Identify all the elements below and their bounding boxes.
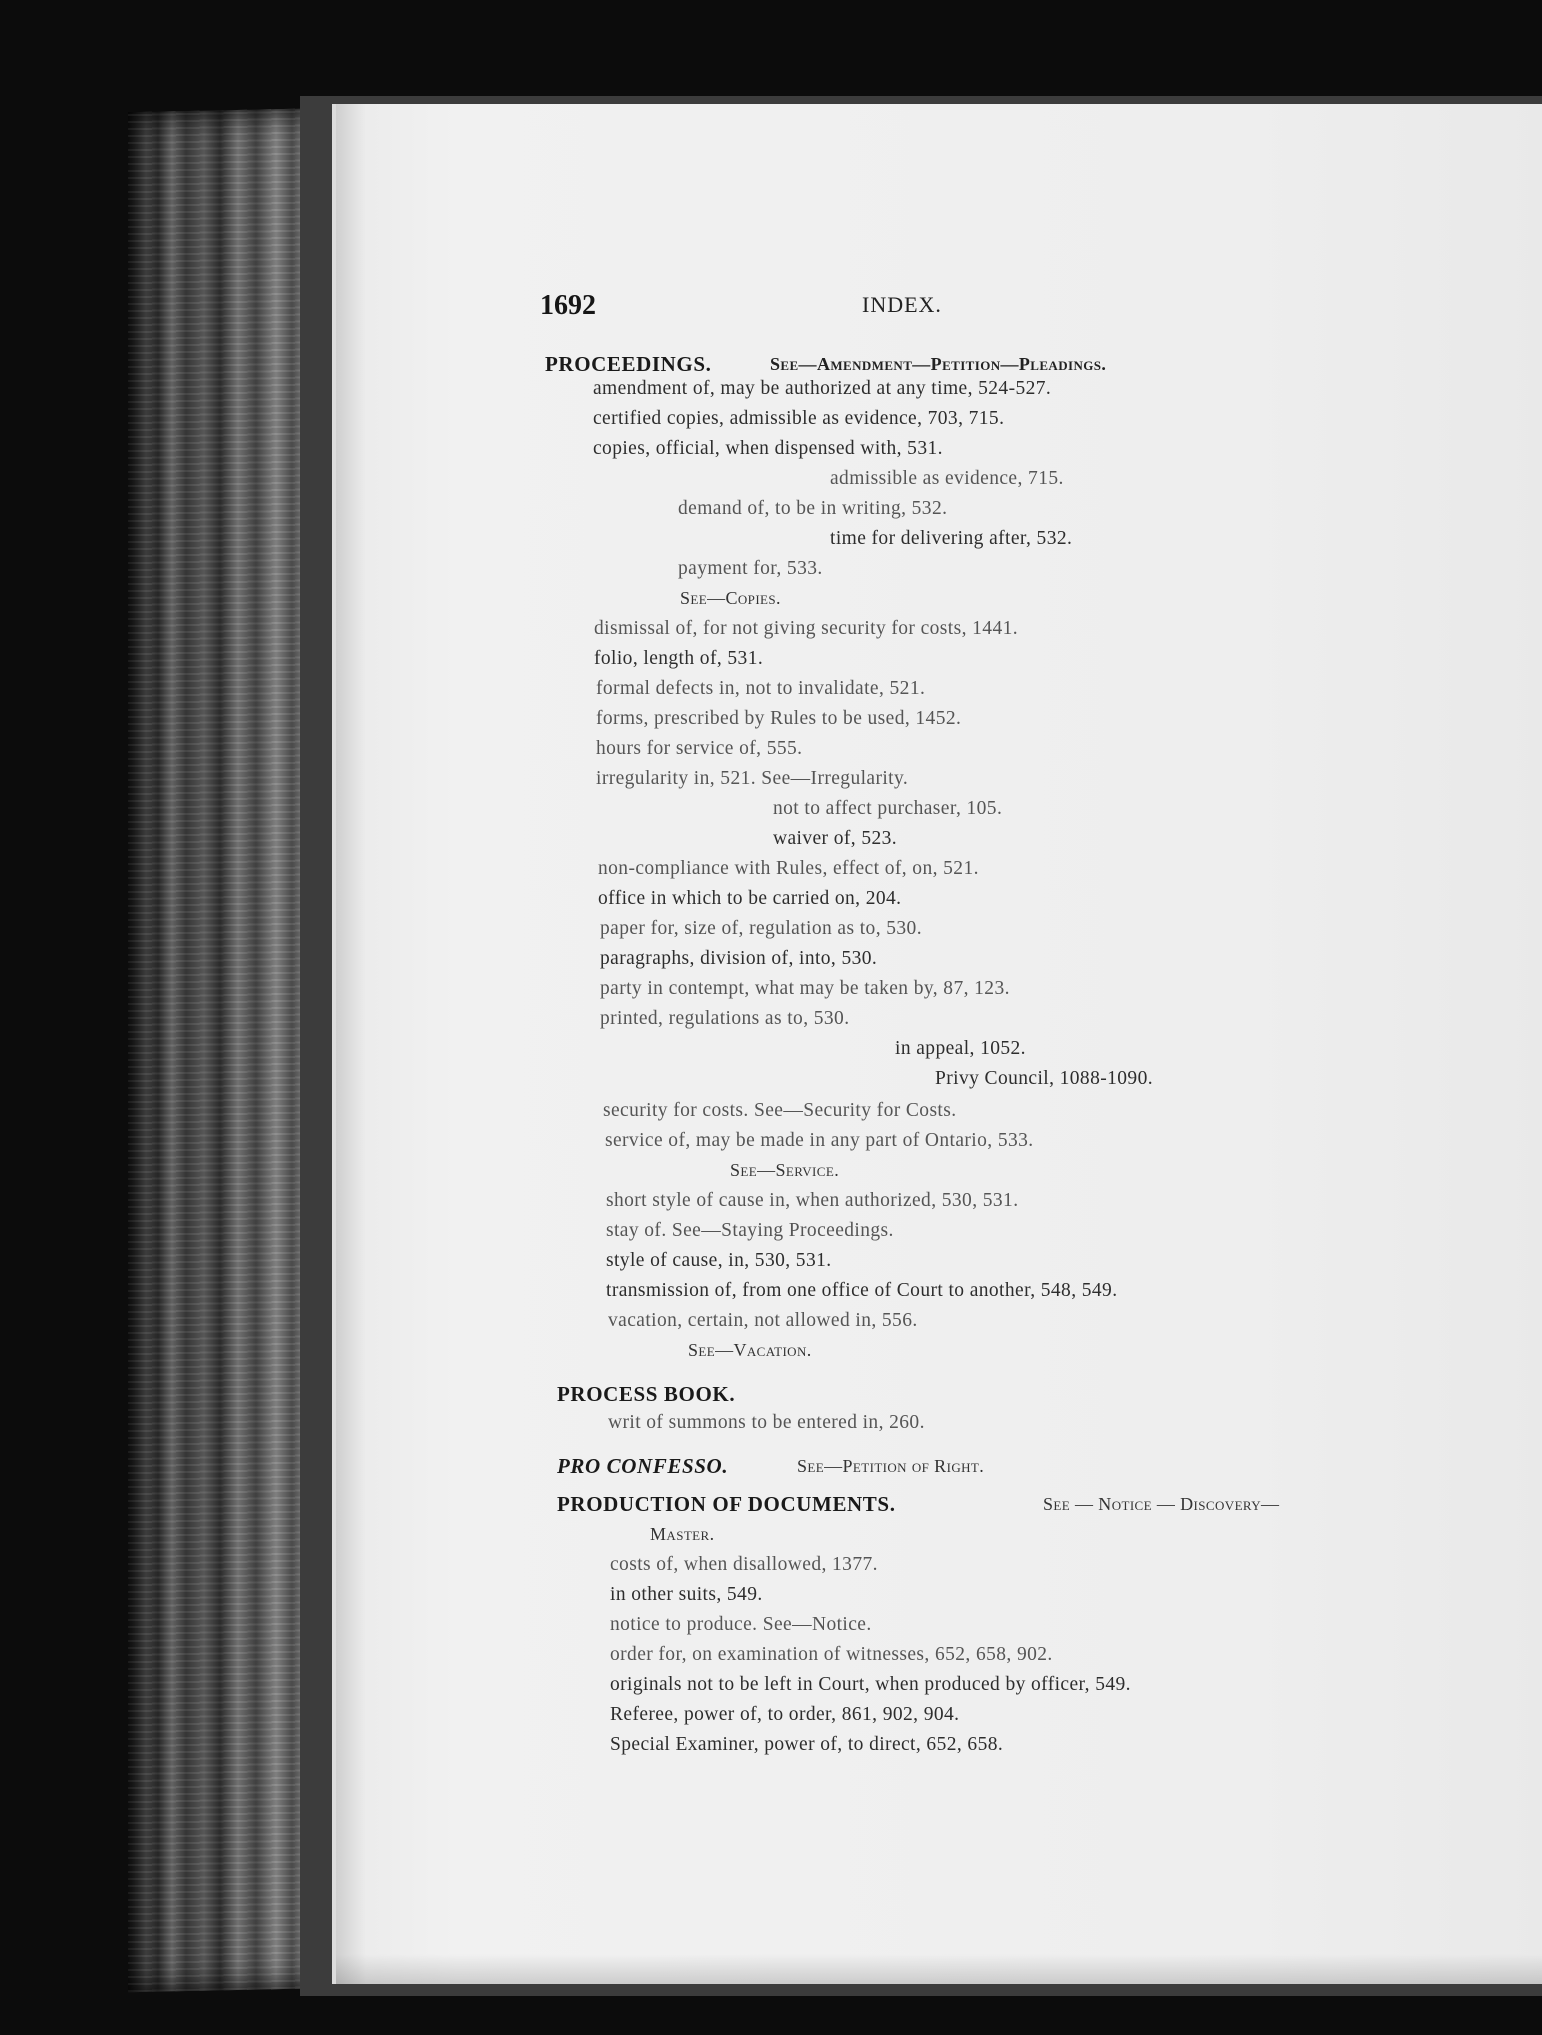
index-line: admissible as evidence, 715. [830, 468, 1064, 489]
index-line: time for delivering after, 532. [830, 528, 1073, 549]
index-line: non-compliance with Rules, effect of, on, 521. [598, 858, 979, 879]
index-line: folio, length of, 531. [594, 648, 764, 669]
index-line: See—Copies. [680, 588, 781, 608]
index-line: vacation, certain, not allowed in, 556. [608, 1310, 918, 1331]
index-line: costs of, when disallowed, 1377. [610, 1554, 878, 1575]
index-line: order for, on examination of witnesses, 652, 658, 902. [610, 1644, 1053, 1665]
index-line: forms, prescribed by Rules to be used, 1452. [596, 708, 962, 729]
entry-xref-production: See — Notice — Discovery— [1043, 1494, 1280, 1514]
index-line: See—Service. [730, 1160, 840, 1180]
index-line: party in contempt, what may be taken by, 87, 123. [600, 978, 1010, 999]
index-line: Master. [650, 1524, 715, 1544]
index-line: paper for, size of, regulation as to, 530. [600, 918, 922, 939]
entry-heading-pro-confesso: PRO CONFESSO. [557, 1454, 729, 1478]
index-line: amendment of, may be authorized at any time, 524-527. [593, 378, 1052, 399]
index-line: office in which to be carried on, 204. [598, 888, 902, 909]
index-line: printed, regulations as to, 530. [600, 1008, 850, 1029]
running-head: INDEX. [862, 292, 942, 317]
index-line: stay of. See—Staying Proceedings. [606, 1220, 894, 1241]
index-line: short style of cause in, when authorized, 530, 531. [606, 1190, 1019, 1211]
index-line: dismissal of, for not giving security for costs, 1441. [594, 618, 1019, 639]
entry-xref-pro-confesso: See—Petition of Right. [797, 1456, 985, 1476]
entry-heading-proceedings: PROCEEDINGS. [545, 352, 712, 376]
entry-heading-process-book: PROCESS BOOK. [557, 1382, 736, 1406]
index-line: demand of, to be in writing, 532. [678, 498, 948, 519]
index-line: Privy Council, 1088-1090. [935, 1068, 1153, 1089]
index-line: style of cause, in, 530, 531. [606, 1250, 832, 1271]
index-line: transmission of, from one office of Court to another, 548, 549. [606, 1280, 1118, 1301]
entry-xref-proceedings: See—Amendment—Petition—Pleadings. [770, 354, 1107, 374]
index-line: security for costs. See—Security for Costs. [603, 1100, 957, 1121]
index-line: formal defects in, not to invalidate, 521. [596, 678, 926, 699]
page-header [540, 290, 1320, 330]
index-line: payment for, 533. [678, 558, 823, 579]
index-line: Referee, power of, to order, 861, 902, 904. [610, 1704, 960, 1725]
index-line: waiver of, 523. [773, 828, 898, 849]
index-line: copies, official, when dispensed with, 531. [593, 438, 943, 459]
index-line: in appeal, 1052. [895, 1038, 1026, 1059]
index-line: writ of summons to be entered in, 260. [608, 1412, 925, 1433]
index-line: paragraphs, division of, into, 530. [600, 948, 878, 969]
index-line: certified copies, admissible as evidence, 703, 715. [593, 408, 1005, 429]
index-line: Special Examiner, power of, to direct, 652, 658. [610, 1734, 1004, 1755]
index-line: in other suits, 549. [610, 1584, 763, 1605]
page-number: 1692 [540, 290, 596, 321]
index-line: hours for service of, 555. [596, 738, 803, 759]
entry-heading-production-of-documents: PRODUCTION OF DOCUMENTS. [557, 1492, 896, 1516]
index-line: service of, may be made in any part of Ontario, 533. [605, 1130, 1034, 1151]
index-line: notice to produce. See—Notice. [610, 1614, 872, 1635]
index-line: irregularity in, 521. See—Irregularity. [596, 768, 909, 789]
index-line: not to affect purchaser, 105. [773, 798, 1003, 819]
index-line: See—Vacation. [688, 1340, 812, 1360]
index-line: originals not to be left in Court, when produced by officer, 549. [610, 1674, 1131, 1695]
